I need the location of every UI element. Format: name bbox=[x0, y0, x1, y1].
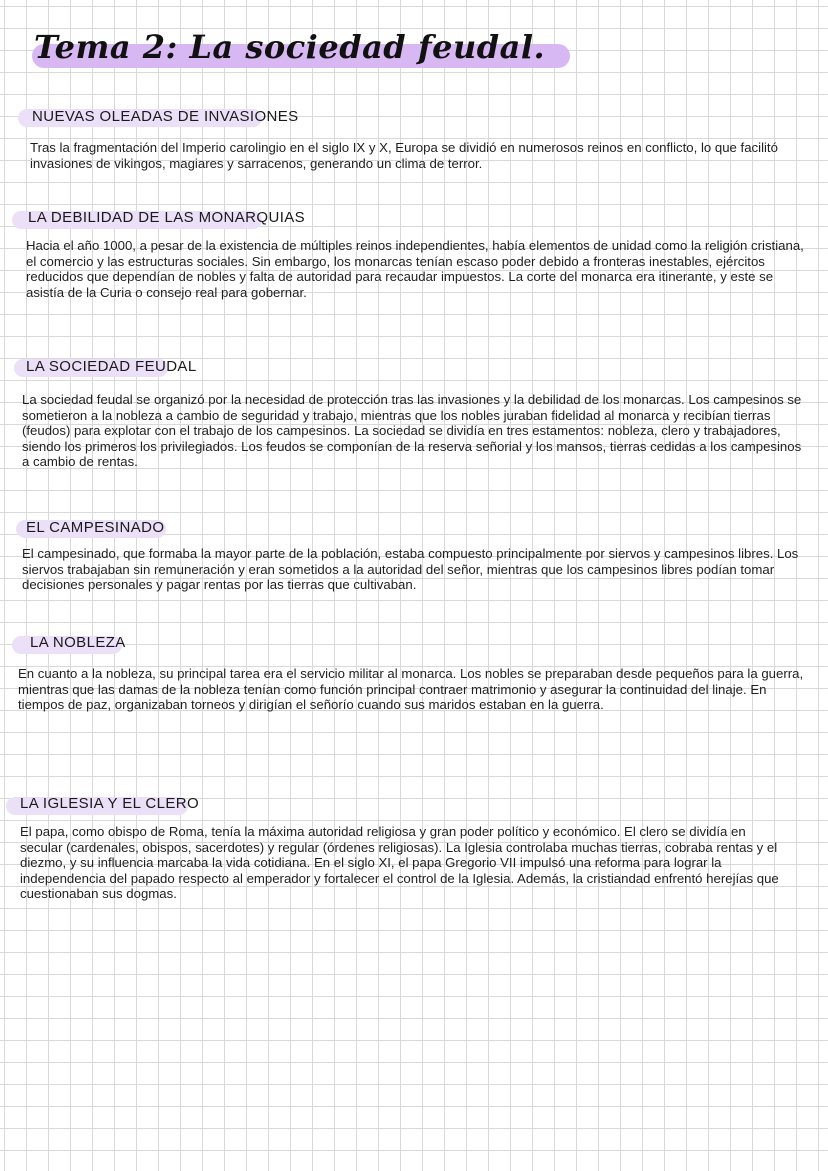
section-invasiones bbox=[0, 106, 828, 171]
section-body: La sociedad feudal se organizó por la necesidad de protección tras las invasiones y la debilidad de los monarcas. Los campesinos se sometieron a la nobleza a cambio de seguridad y trabajo, mientras que los nobles juraban fidelidad al monarca y recibían tierras (feudos) para explotar con el trabajo de los campesinos. La sociedad se dividía en tres estamentos: nobleza, clero y trabajadores, siendo los primeros los privilegiados. Los feudos se componían de la reserva señorial y los mansos, tierras cedidas a los campesinos a cambio de rentas. bbox=[22, 392, 802, 470]
section-body: El campesinado, que formaba la mayor parte de la población, estaba compuesto principalmente por siervos y campesinos libres. Los siervos trabajaban sin remuneración y eran sometidos a la autoridad del señor, mientras que los campesinos libres podían tomar decisiones personales y pagar rentas por las tierras que cultivaban. bbox=[22, 546, 799, 593]
title-block bbox=[26, 22, 545, 72]
page-title: Tema 2: La sociedad feudal. bbox=[34, 28, 546, 66]
section-body: El papa, como obispo de Roma, tenía la máxima autoridad religiosa y gran poder político y económico. El clero se dividía en secular (cardenales, obispos, sacerdotes) y regular (órdenes religiosas). La Iglesia controlaba muchas tierras, cobraba rentas y el diezmo, y su influencia marcaba la vida cotidiana. En el siglo XI, el papa Gregorio VII impulsó una reforma para lograr la independencia del papado respecto al emperador y fortalecer el control de la Iglesia. Además, la cristiandad enfrentó herejías que cuestionaban sus dogmas. bbox=[20, 824, 779, 902]
section-heading: EL CAMPESINADO bbox=[26, 519, 165, 536]
section-body: Tras la fragmentación del Imperio carolingio en el siglo IX y X, Europa se dividió en numerosos reinos en conflicto, lo que facilitó invasiones de vikingos, magiares y sarracenos, generando un clima de terror. bbox=[30, 140, 778, 171]
section-body: Hacia el año 1000, a pesar de la existencia de múltiples reinos independientes, había elementos de unidad como la religión cristiana, el comercio y las estructuras sociales. Sin embargo, los monarcas tenían escaso poder debido a fronteras inestables, ejércitos reducidos que dependían de nobles y falta de autoridad para recaudar impuestos. La corte del monarca era itinerante, y este se asistía de la Curia o consejo real para gobernar. bbox=[26, 238, 804, 300]
section-sociedad-feudal bbox=[0, 356, 828, 470]
section-heading: LA NOBLEZA bbox=[30, 634, 126, 651]
section-heading: NUEVAS OLEADAS DE INVASIONES bbox=[32, 108, 299, 125]
section-monarquias bbox=[0, 207, 828, 300]
section-body: En cuanto a la nobleza, su principal tarea era el servicio militar al monarca. Los nobles se preparaban desde pequeños para la guerra, mientras que las damas de la nobleza tenían como función principal contraer matrimonio y asegurar la continuidad del linaje. En tiempos de paz, organizaban torneos y dirigían el señorío cuando sus maridos estaban en la guerra. bbox=[18, 666, 804, 713]
section-campesinado bbox=[0, 517, 828, 593]
section-heading: LA IGLESIA Y EL CLERO bbox=[20, 795, 200, 812]
section-iglesia bbox=[0, 793, 828, 902]
section-nobleza bbox=[0, 632, 828, 713]
section-heading: LA SOCIEDAD FEUDAL bbox=[26, 358, 197, 375]
section-heading: LA DEBILIDAD DE LAS MONARQUIAS bbox=[28, 209, 306, 226]
